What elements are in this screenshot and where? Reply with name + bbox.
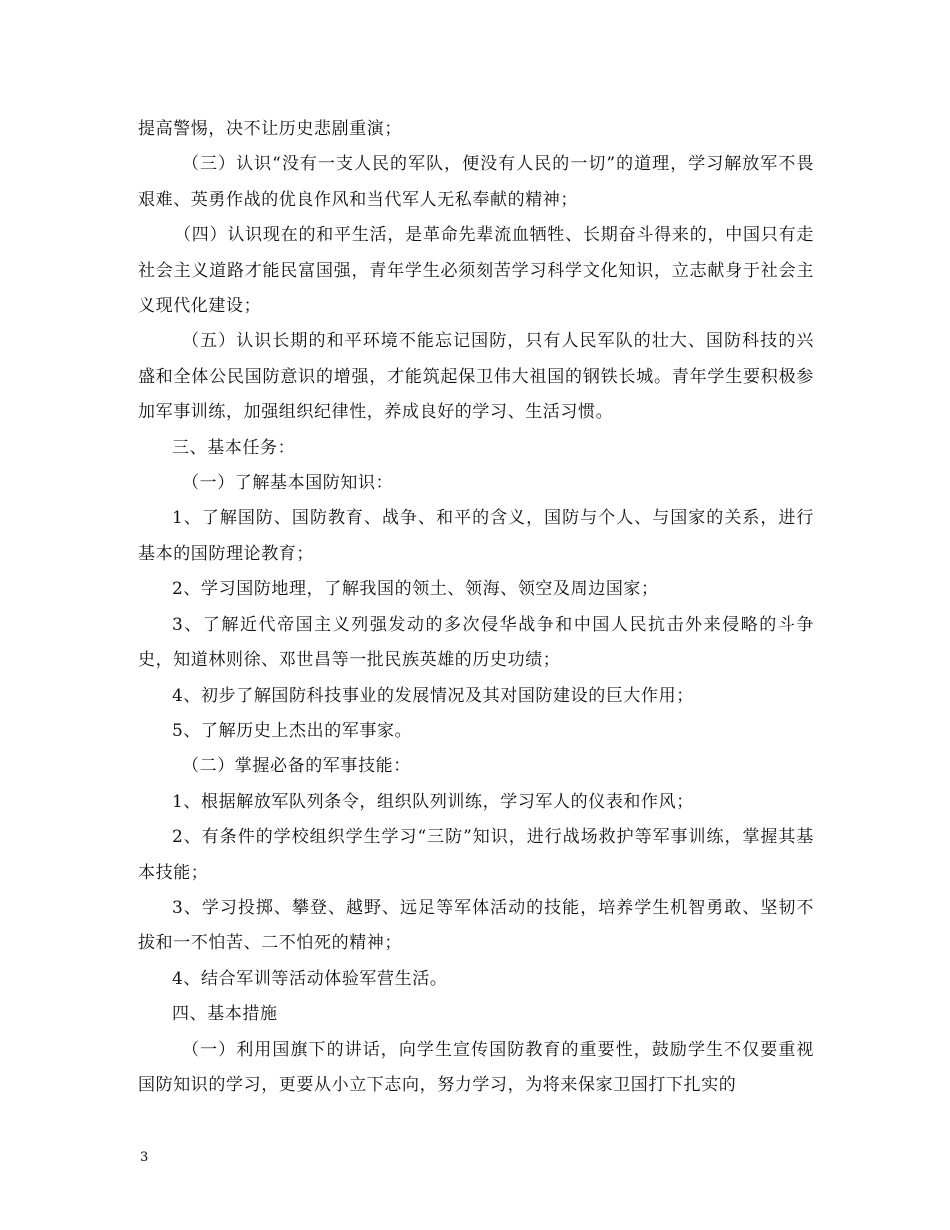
- paragraph-item-3: （三）认识“没有一支人民的军队，便没有人民的一切”的道理，学习解放军不畏艰难、英勇作战的优良作风和当代军人无私奉献的精神；: [138, 154, 814, 210]
- list-item: 3、了解近代帝国主义列强发动的多次侵华战争和中国人民抗击外来侵略的斗争史，知道林则徐、邓世昌等一批民族英雄的历史功绩；: [138, 614, 814, 671]
- list-item: 5、了解历史上杰出的军事家。: [172, 720, 413, 741]
- list-item: 3、学习投掷、攀登、越野、远足等军体活动的技能，培养学生机智勇敢、坚韧不拔和一不怕苦、二不怕死的精神；: [138, 897, 814, 954]
- list-item: 1、根据解放军队列条令，组织队列训练，学习军人的仪表和作风；: [172, 791, 694, 812]
- list-item: 4、初步了解国防科技事业的发展情况及其对国防建设的巨大作用；: [172, 685, 694, 706]
- paragraph-item-4: （四）认识现在的和平生活，是革命先辈流血牺牲、长期奋斗得来的，中国只有走社会主义道路才能民富国强，青年学生必须刻苦学习科学文化知识，立志献身于社会主义现代化建设；: [138, 225, 814, 317]
- subsection-heading-knowledge: （一）了解基本国防知识：: [182, 473, 394, 494]
- document-body: [138, 112, 814, 1103]
- paragraph-continuation: 提高警惕，决不让历史悲剧重演；: [138, 119, 402, 139]
- list-item: 1、了解国防、国防教育、战争、和平的含义，国防与个人、与国家的关系，进行基本的国防理论教育；: [138, 508, 814, 564]
- list-item: 4、结合军训等活动体验军营生活。: [172, 968, 448, 989]
- list-item: 2、有条件的学校组织学生学习“三防”知识，进行战场救护等军事训练，掌握其基本技能；: [138, 827, 814, 883]
- paragraph-measure-1: （一）利用国旗下的讲话，向学生宣传国防教育的重要性，鼓励学生不仅要重视国防知识的学习，更要从小立下志向，努力学习，为将来保家卫国打下扎实的: [138, 1039, 814, 1095]
- paragraph-item-5: （五）认识长期的和平环境不能忘记国防，只有人民军队的壮大、国防科技的兴盛和全体公民国防意识的增强，才能筑起保卫伟大祖国的钢铁长城。青年学生要积极参加军事训练，加强组织纪律性，养成良好的学习、生活习惯。: [138, 331, 814, 423]
- section-heading-measures: 四、基本措施: [172, 1004, 278, 1025]
- page-number: 3: [140, 1150, 149, 1165]
- subsection-heading-skills: （二）掌握必备的军事技能：: [182, 756, 411, 777]
- list-item: 2、学习国防地理，了解我国的领土、领海、领空及周边国家；: [172, 579, 659, 600]
- section-heading-tasks: 三、基本任务：: [172, 437, 296, 458]
